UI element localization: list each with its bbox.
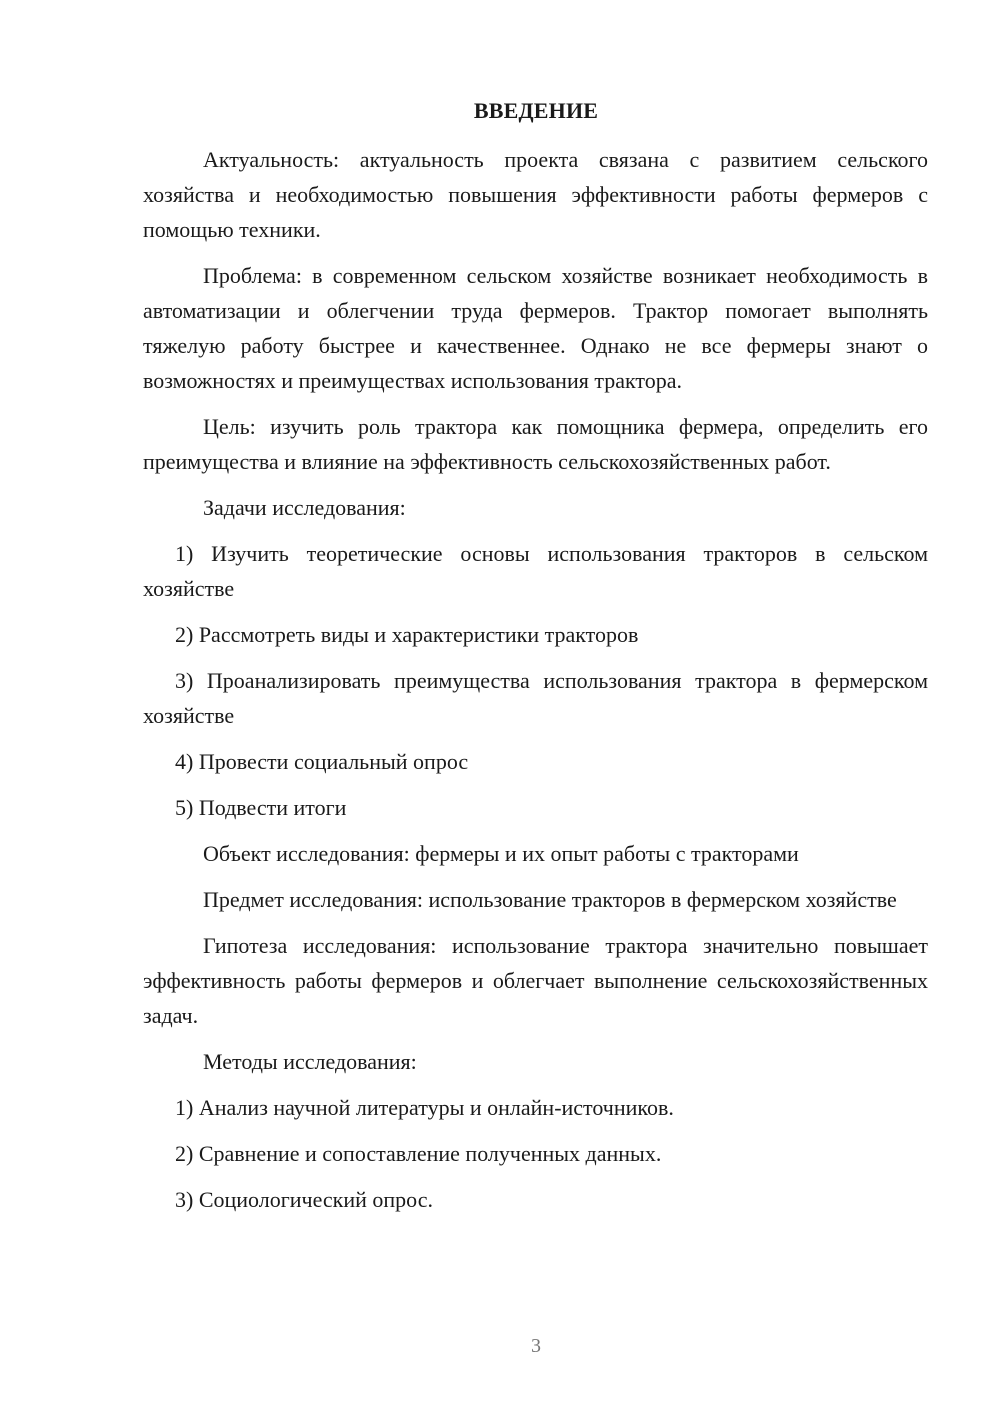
method-item-3: 3) Социологический опрос.: [175, 1187, 433, 1212]
problem-paragraph: Проблема: в современном сельском хозяйстве возникает необходимость в автоматизации и облегчении труда фермеров. Трактор помогает выполнять тяжелую работу быстрее и качественнее. Однако не все фермеры знают о возможностях и преимуществах использования трактора.: [143, 263, 928, 393]
goal-paragraph: Цель: изучить роль трактора как помощника фермера, определить его преимущества и влияние на эффективность сельскохозяйственных работ.: [143, 414, 928, 474]
method-item-1: 1) Анализ научной литературы и онлайн-источников.: [175, 1095, 674, 1120]
task-item-1: 1) Изучить теоретические основы использования тракторов в сельском хозяйстве: [143, 541, 928, 601]
methods-heading: Методы исследования:: [203, 1049, 417, 1074]
document-body: [143, 142, 928, 1228]
subject-paragraph: Предмет исследования: использование тракторов в фермерском хозяйстве: [203, 887, 897, 912]
page-number: 3: [531, 1335, 541, 1357]
relevance-paragraph: Актуальность: актуальность проекта связана с развитием сельского хозяйства и необходимостью повышения эффективности работы фермеров с помощью техники.: [143, 147, 928, 242]
hypothesis-paragraph: Гипотеза исследования: использование трактора значительно повышает эффективность работы фермеров и облегчает выполнение сельскохозяйственных задач.: [143, 933, 928, 1028]
object-paragraph: Объект исследования: фермеры и их опыт работы с тракторами: [203, 841, 799, 866]
method-item-2: 2) Сравнение и сопоставление полученных данных.: [175, 1141, 662, 1166]
task-item-4: 4) Провести социальный опрос: [175, 749, 469, 774]
task-item-2: 2) Рассмотреть виды и характеристики тракторов: [175, 622, 639, 647]
page-title: ВВЕДЕНИЕ: [473, 98, 599, 123]
task-item-3: 3) Проанализировать преимущества использования трактора в фермерском хозяйстве: [143, 668, 928, 728]
task-item-5: 5) Подвести итоги: [175, 795, 347, 820]
tasks-heading: Задачи исследования:: [203, 495, 406, 520]
